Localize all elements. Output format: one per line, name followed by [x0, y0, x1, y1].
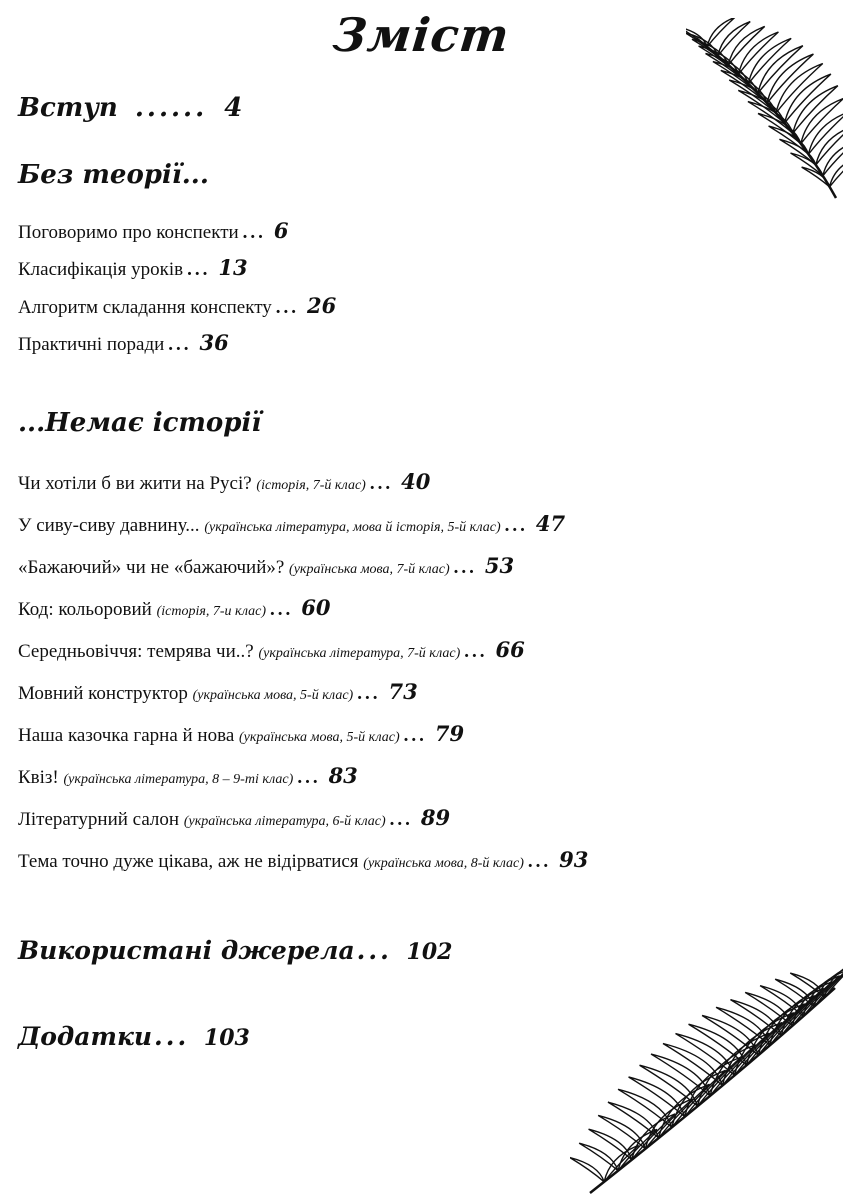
intro-label: Вступ [18, 93, 118, 123]
toc-entry-dots: ... [242, 222, 266, 243]
toc-entry-title: Тема точно дуже цікава, аж не відірватися [18, 851, 359, 872]
toc-entry-dots: ... [389, 809, 413, 830]
toc-entry-note: (історія, 7-й клас) [256, 478, 366, 493]
appendix-page-number: 103 [203, 1025, 250, 1051]
toc-entry-dots: ... [297, 767, 321, 788]
toc-entry-page: 73 [388, 679, 418, 704]
appendix-entry [18, 1022, 250, 1051]
toc-entry-note: (українська література, 8 – 9-ті клас) [63, 772, 294, 787]
appendix-dots: ... [154, 1022, 190, 1051]
toc-entry-title: У сиву-сиву давнину... [18, 515, 200, 536]
toc-entry-title: Наша казочка гарна й нова [18, 725, 235, 746]
toc-entry-dots: ... [275, 297, 300, 318]
intro-dots: ...... [134, 93, 208, 123]
toc-entry-dots: ... [357, 683, 381, 704]
toc-entry-page: 89 [420, 805, 451, 830]
toc-entry [18, 294, 336, 320]
toc-entry [18, 256, 248, 282]
appendix-label: Додатки [18, 1022, 153, 1051]
toc-entry-title: Алгоритм складання конспекту [18, 297, 272, 318]
toc-entry-dots: ... [403, 725, 427, 746]
toc-entry [18, 331, 229, 357]
toc-entry [18, 554, 514, 582]
toc-entry-dots: ... [168, 334, 192, 355]
toc-entry [18, 848, 588, 876]
toc-entry-note: (українська література, 7-й клас) [258, 646, 461, 661]
toc-entry [18, 512, 565, 540]
toc-entry-title: «Бажаючий» чи не «бажаючий»? [18, 557, 285, 578]
toc-entry-note: (українська мова, 5-й клас) [239, 730, 400, 745]
toc-entry-dots: ... [464, 641, 488, 662]
toc-entry-page: 40 [401, 469, 431, 494]
toc-entry-page: 13 [218, 255, 248, 280]
toc-entry-dots: ... [187, 259, 211, 280]
sources-entry [18, 936, 452, 965]
toc-entry-note: (українська література, мова й історія, 5-й клас) [204, 520, 501, 535]
intro-page-number: 4 [224, 93, 243, 123]
toc-entry-title: Літературний салон [18, 809, 180, 830]
section-heading-history: ...Немає історії [18, 408, 262, 438]
toc-entry-title: Чи хотіли б ви жити на Русі? [18, 473, 252, 494]
toc-entry-title: Поговоримо про конспекти [18, 222, 239, 243]
toc-entry-dots: ... [527, 851, 552, 872]
toc-entry [18, 219, 289, 245]
toc-entry-dots: ... [270, 599, 294, 620]
sources-dots: ... [356, 936, 392, 965]
toc-entry-note: (історія, 7-и клас) [156, 604, 267, 619]
toc-entry-title: Мовний конструктор [18, 683, 188, 704]
toc-entry-page: 60 [301, 595, 331, 620]
toc-entry [18, 596, 331, 624]
sources-label: Використані джерела [18, 936, 355, 965]
toc-entry-page: 79 [434, 721, 465, 746]
toc-entry-page: 83 [328, 763, 358, 788]
toc-entry [18, 764, 358, 792]
section-heading-theory: Без теорії... [18, 160, 209, 190]
toc-entry-note: (українська мова, 8-й клас) [363, 856, 524, 871]
palm-leaf-top-illustration [686, 18, 843, 204]
toc-entry-dots: ... [369, 473, 394, 494]
toc-entry-title: Код: кольоровий [18, 599, 152, 620]
toc-entry-note: (українська література, 6-й клас) [183, 814, 386, 829]
page-title: Зміст [330, 8, 513, 62]
toc-entry-page: 53 [484, 553, 515, 578]
toc-entry-page: 47 [535, 511, 566, 536]
toc-entry-dots: ... [504, 515, 528, 536]
toc-entry-page: 26 [307, 293, 337, 318]
toc-entry [18, 470, 430, 498]
toc-entry-title: Квіз! [18, 767, 59, 788]
toc-entry [18, 806, 450, 834]
toc-entry [18, 638, 525, 666]
sources-page-number: 102 [406, 939, 453, 965]
toc-entry-page: 36 [199, 330, 229, 355]
toc-entry-title: Практичні поради [18, 334, 165, 355]
toc-entry-dots: ... [453, 557, 477, 578]
toc-entry-title: Середньовіччя: темрява чи..? [18, 641, 254, 662]
toc-entry-note: (українська мова, 5-й клас) [192, 688, 354, 703]
toc-entry-note: (українська мова, 7-й клас) [289, 562, 450, 577]
toc-entry [18, 722, 464, 750]
toc-entry-page: 6 [273, 218, 289, 243]
palm-leaf-bottom-illustration [570, 968, 843, 1200]
intro-entry [18, 93, 242, 123]
toc-entry-page: 66 [495, 637, 525, 662]
toc-entry [18, 680, 418, 708]
toc-entry-title: Класифікація уроків [18, 259, 184, 280]
toc-entry-page: 93 [559, 847, 589, 872]
